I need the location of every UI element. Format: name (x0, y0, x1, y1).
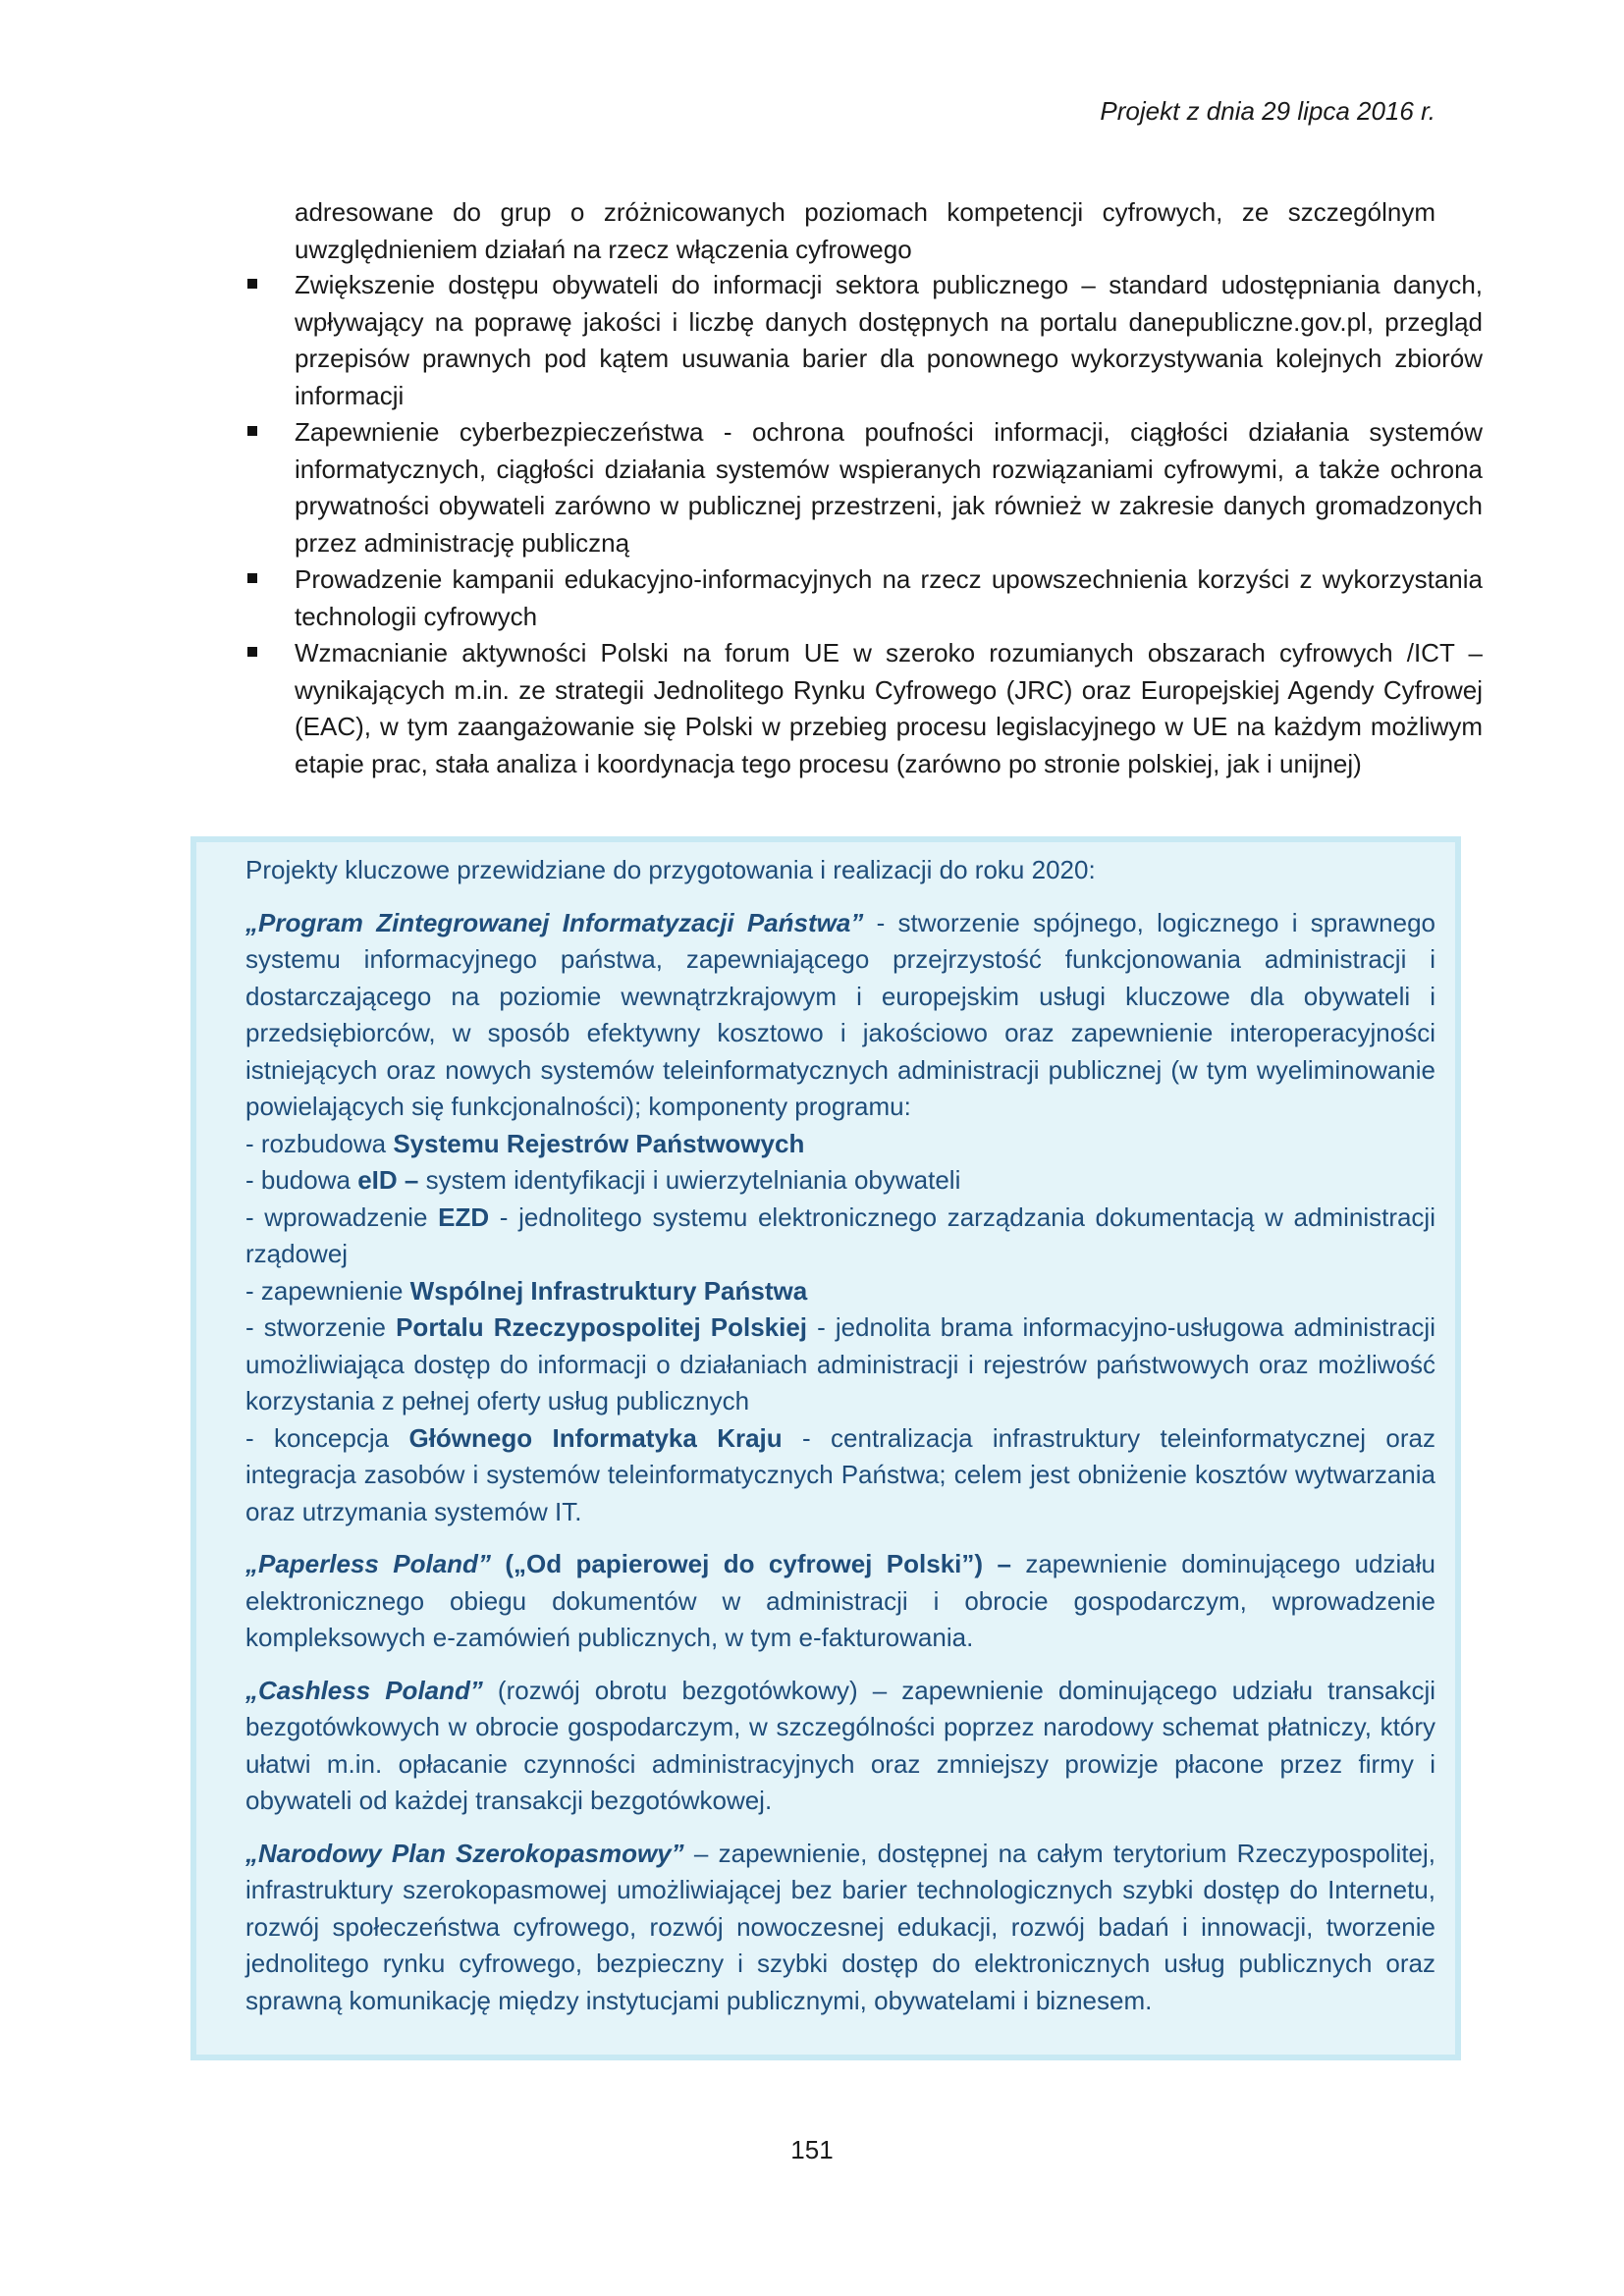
component-suffix: - centralizacja infrastruktury teleinformatycznej oraz integracja zasobów i systemów teleinformatycznych Państwa; celem jest obniżenie kosztów wytwarzania oraz utrzymania systemów IT. (245, 1422, 1435, 1526)
component-prefix: - koncepcja (245, 1422, 409, 1453)
project-paperless (245, 1546, 1435, 1657)
project-description: - stworzenie spójnego, logicznego i sprawnego systemu informacyjnego państwa, zapewniającego przejrzystość funkcjonowania administracji i dostarczającego na poziomie wewnątrzkrajowym i europejskim usługi kluczowe dla obywateli i przedsiębiorców, w sposób efektywny kosztowo i jakościowo oraz zapewnienie interoperacyjności istniejących oraz nowych systemów teleinformatycznych administracji publicznej (w tym wyeliminowanie powielających się funkcjonalności); komponenty programu: (245, 907, 1435, 1121)
intro-continuation (295, 194, 1435, 268)
project-title: „Program Zintegrowanej Informatyzacji Państwa” (245, 907, 864, 937)
component-name: Systemu Rejestrów Państwowych (393, 1128, 805, 1158)
component-suffix: - jednolita brama informacyjno-usługowa administracji umożliwiająca dostęp do informacji o działaniach administracji i rejestrów państwowych oraz możliwość korzystania z pełnej oferty usług publicznych (245, 1312, 1435, 1415)
list-item (247, 267, 1483, 414)
component-prefix: - zapewnienie (245, 1275, 410, 1306)
square-bullet-icon (247, 647, 257, 657)
square-bullet-icon (247, 426, 257, 436)
list-item (247, 561, 1483, 635)
component-suffix: system identyfikacji i uwierzytelniania obywateli (418, 1165, 961, 1195)
project-description: zapewnienie dominującego udziału elektronicznego obiegu dokumentów w administracji i obrocie gospodarczym, wprowadzenie kompleksowych e-zamówień publicznych, w tym e-fakturowania. (245, 1549, 1435, 1652)
bullet-text: Wzmacnianie aktywności Polski na forum UE w szeroko rozumianych obszarach cyfrowych /ICT – wynikających m.in. ze strategii Jednolitego Rynku Cyfrowego (JRC) oraz Europejskiej Agendy Cyfrowej (EAC), w tym zaangażowanie się Polski w przebieg procesu legislacyjnego w UE na każdym możliwym etapie prac, stała analiza i koordynacja tego procesu (zarówno po stronie polskiej, jak i unijnej) (295, 638, 1483, 778)
list-item (247, 635, 1483, 782)
project-description: – zapewnienie, dostępnej na całym terytorium Rzeczypospolitej, infrastruktury szerokopasmowej umożliwiającej bez barier technologicznych szybki dostęp do Internetu, rozwój społeczeństwa cyfrowego, rozwój nowoczesnej edukacji, rozwój badań i innowacji, tworzenie jednolitego rynku cyfrowego, bezpieczny i szybki dostęp do elektronicznych usług publicznych oraz sprawną komunikację między instytucjami publicznymi, obywatelami i biznesem. (245, 1838, 1435, 2015)
component-prefix: - stworzenie (245, 1312, 397, 1342)
component-suffix: - jednolitego systemu elektronicznego zarządzania dokumentacją w administracji rządowej (245, 1201, 1435, 1268)
bullet-text: Prowadzenie kampanii edukacyjno-informacyjnych na rzecz upowszechnienia korzyści z wykorzystania technologii cyfrowych (295, 564, 1483, 631)
component-name: eID – (357, 1165, 419, 1195)
project-cashless (245, 1673, 1435, 1820)
component-prefix: - rozbudowa (245, 1128, 394, 1158)
component-item (245, 1420, 1435, 1531)
component-item (245, 1200, 1435, 1273)
project-title: „Cashless Poland” (245, 1675, 483, 1705)
component-name: Głównego Informatyka Kraju (408, 1422, 783, 1453)
project-pzip (245, 905, 1435, 1126)
key-projects-content (245, 852, 1435, 2019)
component-name: Wspólnej Infrastruktury Państwa (409, 1275, 808, 1306)
bullet-list (295, 267, 1483, 782)
component-item (245, 1273, 1435, 1310)
project-title: „Narodowy Plan Szerokopasmowy” (245, 1838, 684, 1868)
square-bullet-icon (247, 573, 257, 583)
square-bullet-icon (247, 279, 257, 289)
page-number: 151 (790, 2135, 834, 2164)
list-item (247, 414, 1483, 561)
bullet-text: Zapewnienie cyberbezpieczeństwa - ochrona poufności informacji, ciągłości działania systemów informatycznych, ciągłości działania systemów wspieranych rozwiązaniami cyfrowymi, a także ochrona prywatności obywateli zarówno w publicznej przestrzeni, jak również w zakresie danych gromadzonych przez administrację publiczną (295, 417, 1483, 558)
intro-paragraph: adresowane do grup o zróżnicowanych poziomach kompetencji cyfrowych, ze szczególnym uwzględnieniem działań na rzecz włączenia cyfrowego (295, 197, 1435, 264)
project-broadband (245, 1836, 1435, 2020)
component-item (245, 1162, 1435, 1200)
key-projects-box (190, 836, 1461, 2060)
component-name: EZD (438, 1201, 490, 1232)
page-header: Projekt z dnia 29 lipca 2016 r. (1100, 96, 1435, 126)
component-prefix: - wprowadzenie (245, 1201, 439, 1232)
project-subtitle: („Od papierowej do cyfrowej Polski”) – (490, 1549, 1011, 1578)
key-projects-heading: Projekty kluczowe przewidziane do przygotowania i realizacji do roku 2020: (245, 855, 1096, 884)
component-item (245, 1309, 1435, 1420)
component-item (245, 1126, 1435, 1163)
project-title: „Paperless Poland” (245, 1549, 491, 1578)
component-name: Portalu Rzeczypospolitej Polskiej (396, 1312, 808, 1342)
component-prefix: - budowa (245, 1165, 358, 1195)
project-description: (rozwój obrotu bezgotówkowy) – zapewnienie dominującego udziału transakcji bezgotówkowych w obrocie gospodarczym, w szczególności poprzez narodowy schemat płatniczy, który ułatwi m.in. opłacanie czynności administracyjnych oraz zmniejszy prowizje płacone przez firmy i obywateli od każdej transakcji bezgotówkowej. (245, 1675, 1435, 1815)
bullet-text: Zwiększenie dostępu obywateli do informacji sektora publicznego – standard udostępniania danych, wpływający na poprawę jakości i liczbę danych dostępnych na portalu danepubliczne.gov.pl, przegląd przepisów prawnych pod kątem usuwania barier dla ponownego wykorzystywania kolejnych zbiorów informacji (295, 270, 1483, 410)
